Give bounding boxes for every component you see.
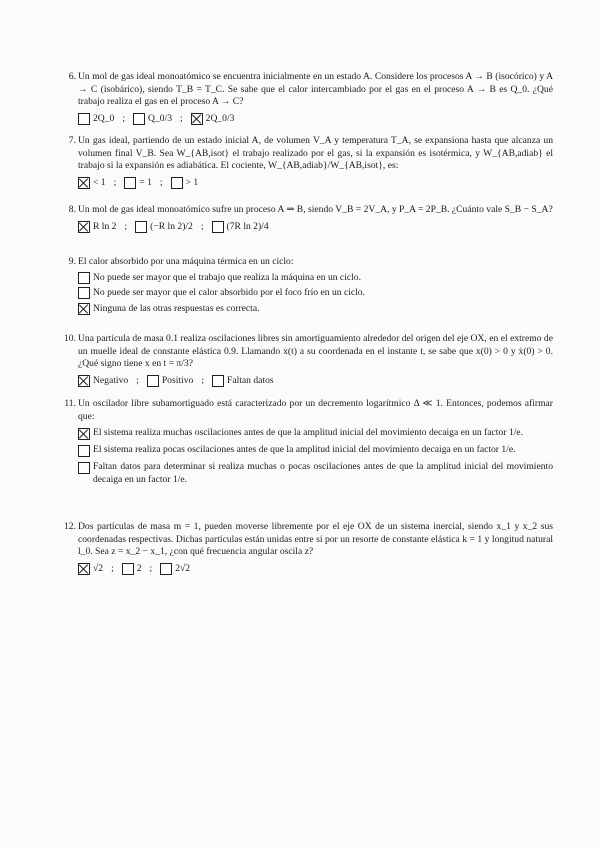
option-a[interactable] (78, 563, 103, 576)
checkbox[interactable] (160, 563, 172, 575)
option-label: < 1 (93, 176, 106, 188)
option-a[interactable] (78, 272, 553, 285)
checkbox[interactable] (78, 113, 90, 125)
option-label: (−R ln 2)/2 (150, 220, 193, 232)
question-number: 10. (64, 333, 76, 344)
option-c[interactable] (78, 461, 553, 486)
option-b[interactable] (78, 444, 553, 457)
separator: ; (179, 112, 183, 124)
option-label: Faltan datos para determinar si realiza muchas o pocas oscilaciones antes de que la amplitud inicial del movimiento decaiga en un factor 1/e. (93, 461, 553, 485)
option-label: 2√2 (175, 562, 191, 574)
question-text: Un mol de gas ideal monoatómico se encuentra inicialmente en un estado A. Considere los procesos A → B (isocórico) y A → C (isobárico), siendo T_B = T_C. Se sabe que el calor intercambiado por el gas en el proceso A → B es Q_0. ¿Qué trabajo realiza el gas en el proceso A → C? (78, 71, 553, 108)
checkbox-checked[interactable] (78, 563, 90, 575)
question-12 (64, 521, 553, 575)
option-label: = 1 (139, 176, 152, 188)
option-c[interactable] (191, 113, 235, 126)
question-text: El calor absorbido por una máquina térmica en un ciclo: (78, 256, 294, 267)
checkbox[interactable] (78, 287, 90, 299)
separator: ; (124, 220, 128, 232)
separator: ; (122, 112, 125, 124)
checkbox-checked[interactable] (78, 375, 90, 387)
option-a[interactable] (78, 221, 116, 234)
checkbox[interactable] (212, 221, 224, 233)
question-number: 7. (68, 135, 76, 146)
option-label: 2Q_0 (93, 112, 115, 124)
options-row (78, 563, 553, 576)
option-b[interactable] (122, 563, 142, 576)
options-row (78, 221, 553, 234)
options-row (78, 375, 553, 388)
checkbox[interactable] (124, 177, 136, 189)
question-text: Una partícula de masa 0.1 realiza oscilaciones libres sin amortiguamiento alrededor del origen del eje OX, en el extremo de un muelle ideal de constante elástica 0.9. Llamando x(t) a su coordenada en el instante t, se sabe que x(0) > 0 y ẋ(0) > 0. ¿Qué signo tiene x en t = π/3? (78, 333, 553, 370)
question-text: Dos partículas de masa m = 1, pueden moverse libremente por el eje OX de un sistema inercial, siendo x_1 y x_2 sus coordenadas respectivas. Dichas partículas están unidas entre sí por un resorte de constante elástica k = 1 y longitud natural l_0. Sea z = x_2 − x_1, ¿con qué frecuencia angular oscila z? (78, 521, 553, 558)
option-label: (7R ln 2)/4 (226, 220, 269, 232)
checkbox[interactable] (135, 221, 147, 233)
option-b[interactable] (147, 375, 193, 388)
question-7 (68, 135, 553, 189)
checkbox-checked[interactable] (78, 428, 90, 440)
option-label: 2 (136, 562, 142, 574)
option-a[interactable] (78, 375, 128, 388)
option-label: No puede ser mayor que el trabajo que realiza la máquina en un ciclo. (93, 271, 361, 283)
separator: ; (149, 562, 153, 574)
option-label: Q_0/3 (148, 112, 172, 124)
separator: ; (159, 176, 163, 188)
question-number: 8. (68, 204, 76, 215)
checkbox-checked[interactable] (78, 177, 90, 189)
option-label: El sistema realiza pocas oscilaciones antes de que la amplitud inicial del movimiento decaiga en un factor 1/e. (93, 444, 516, 456)
option-b[interactable] (78, 287, 553, 300)
option-label: Negativo (93, 374, 129, 386)
option-c[interactable] (160, 563, 190, 576)
checkbox-checked[interactable] (78, 303, 90, 315)
question-number: 6. (68, 71, 76, 82)
options-row (78, 113, 553, 126)
option-label: El sistema realiza muchas oscilaciones antes de que la amplitud inicial del movimiento decaiga en un factor 1/e. (93, 427, 523, 439)
option-label: 2Q_0/3 (205, 112, 235, 124)
question-text: Un oscilador libre subamortiguado está caracterizado por un decremento logarítmico Δ ≪ 1. Entonces, podemos afirmar que: (78, 398, 553, 422)
option-b[interactable] (133, 113, 172, 126)
checkbox[interactable] (122, 563, 134, 575)
option-c[interactable] (212, 375, 274, 388)
question-text: Un mol de gas ideal monoatómico sufre un proceso A ⇒ B, siendo V_B = 2V_A, y P_A = 2P_B. ¿Cuánto vale S_B − S_A? (78, 204, 553, 215)
question-9 (68, 256, 553, 315)
option-label: √2 (93, 562, 104, 574)
checkbox-checked[interactable] (191, 113, 203, 125)
checkbox-checked[interactable] (78, 221, 90, 233)
question-number: 11. (64, 398, 76, 409)
option-label: > 1 (185, 176, 199, 188)
question-8 (68, 204, 553, 233)
checkbox[interactable] (171, 177, 183, 189)
option-label: R ln 2 (93, 220, 117, 232)
option-c[interactable] (171, 177, 199, 190)
option-a[interactable] (78, 427, 553, 440)
options-row (78, 177, 553, 190)
checkbox[interactable] (78, 462, 90, 474)
option-label: Ninguna de las otras respuestas es correcta. (93, 302, 260, 314)
checkbox[interactable] (147, 375, 159, 387)
question-10 (64, 333, 553, 387)
question-6 (68, 71, 553, 125)
question-text: Un gas ideal, partiendo de un estado inicial A, de volumen V_A y temperatura T_A, se expansiona hasta que alcanza un volumen final V_B. Sea W_{AB,isot} el trabajo realizado por el gas, si la expansión es isotérmica, y W_{AB,adiab} el trabajo si la expansión es adiabática. El cociente, W_{AB,adiab}/W_{AB,isot}, es: (78, 135, 553, 172)
separator: ; (201, 374, 204, 386)
question-11 (64, 398, 553, 486)
option-label: Positivo (161, 374, 194, 386)
option-a[interactable] (78, 177, 106, 190)
question-number: 9. (68, 256, 76, 267)
checkbox[interactable] (133, 113, 145, 125)
checkbox[interactable] (78, 272, 90, 284)
option-a[interactable] (78, 113, 114, 126)
separator: ; (113, 176, 117, 188)
option-b[interactable] (135, 221, 193, 234)
option-c[interactable] (78, 303, 553, 316)
option-label: No puede ser mayor que el calor absorbido por el foco frío en un ciclo. (93, 287, 365, 299)
checkbox[interactable] (212, 375, 224, 387)
question-number: 12. (64, 521, 76, 532)
option-b[interactable] (124, 177, 152, 190)
option-label: Faltan datos (226, 374, 274, 386)
checkbox[interactable] (78, 445, 90, 457)
separator: ; (200, 220, 204, 232)
separator: ; (111, 562, 114, 574)
separator: ; (136, 374, 139, 386)
option-c[interactable] (212, 221, 269, 234)
